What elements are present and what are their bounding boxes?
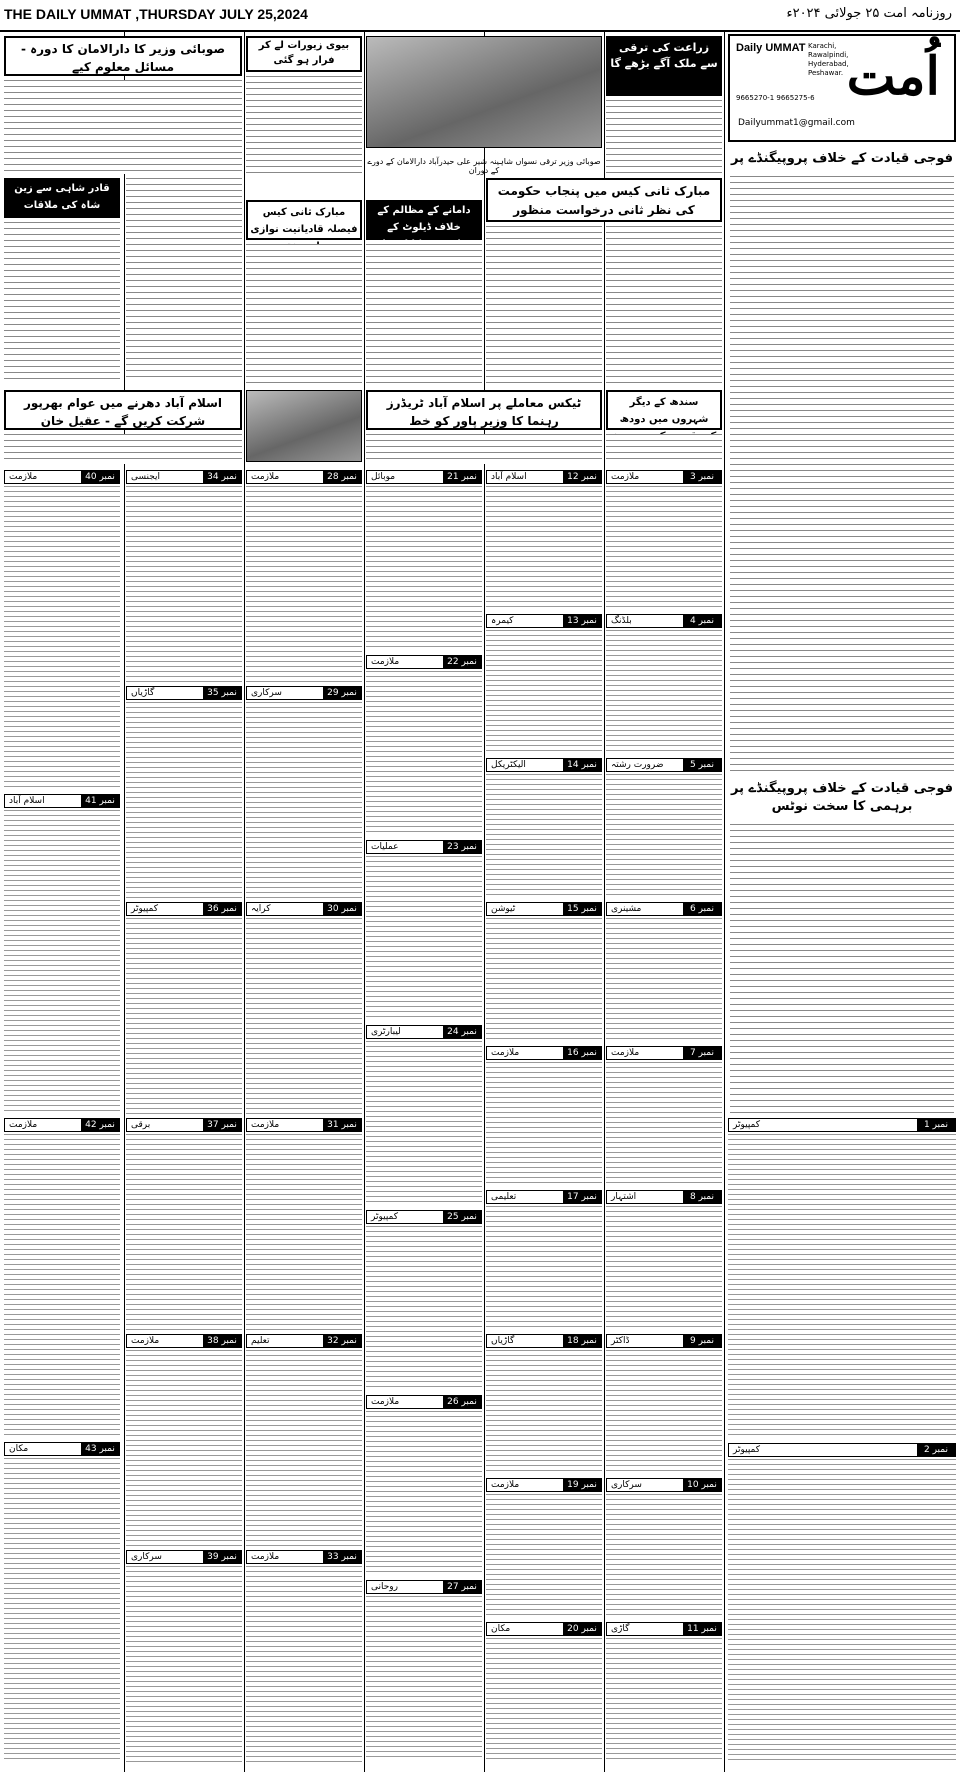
- ad-label-14: [486, 758, 602, 772]
- ad-category: الیکٹریکل: [491, 760, 526, 770]
- ad-number: نمبر 1: [917, 1119, 955, 1131]
- ad-number: نمبر 39: [203, 1551, 241, 1563]
- ad-label-29: [246, 686, 362, 700]
- ad-number: نمبر 17: [563, 1191, 601, 1203]
- ad-label-37: [126, 1118, 242, 1132]
- ad-category: ضرورت رشتہ: [611, 760, 664, 770]
- ad-text: [366, 486, 482, 651]
- ad-number: نمبر 18: [563, 1335, 601, 1347]
- ad-category: گاڑی: [611, 1624, 630, 1634]
- ad-text: [366, 1041, 482, 1206]
- ad-text: [4, 810, 120, 1114]
- ad-category: ملازمت: [371, 1397, 400, 1407]
- ad-text: [606, 774, 722, 898]
- ad-label-8: [606, 1190, 722, 1204]
- ad-text: [606, 1638, 722, 1762]
- article-text: [126, 178, 242, 382]
- ad-category: اسلام آباد: [491, 472, 527, 482]
- ad-category: گاڑیاں: [131, 688, 155, 698]
- headline-11: دامانے کے مظالم کے خلاف ڈیلوٹ کے: [366, 200, 482, 240]
- ad-label-32: [246, 1334, 362, 1348]
- ad-number: نمبر 40: [81, 471, 119, 483]
- ad-number: نمبر 6: [683, 903, 721, 915]
- ad-number: نمبر 15: [563, 903, 601, 915]
- ad-text: [606, 486, 722, 610]
- headline-9: فوجی قیادت کے خلاف پروپیگنڈے پر برہمی کا سخت نوٹس: [728, 780, 956, 820]
- ad-category: کمپیوٹر: [733, 1445, 761, 1455]
- ad-category: کمپیوٹر: [733, 1120, 761, 1130]
- ad-category: تعلیمی: [491, 1192, 517, 1202]
- ad-category: مکان: [9, 1444, 29, 1454]
- ad-number: نمبر 12: [563, 471, 601, 483]
- ad-text: [126, 1566, 242, 1762]
- ad-category: مشینری: [611, 904, 642, 914]
- ad-category: ملازمت: [611, 1048, 640, 1058]
- ad-category: تعلیم: [251, 1336, 270, 1346]
- ad-text: [126, 1350, 242, 1546]
- ad-label-19: [486, 1478, 602, 1492]
- ad-label-20: [486, 1622, 602, 1636]
- ad-category: ملازمت: [611, 472, 640, 482]
- ad-category: ٹیوشن: [491, 904, 516, 914]
- ad-label-38: [126, 1334, 242, 1348]
- ad-category: کمپیوٹر: [131, 904, 159, 914]
- ad-label-33: [246, 1550, 362, 1564]
- ad-number: نمبر 16: [563, 1047, 601, 1059]
- ad-text: [246, 1134, 362, 1330]
- ad-number: نمبر 21: [443, 471, 481, 483]
- ad-number: نمبر 2: [917, 1444, 955, 1456]
- ad-label-3: [606, 470, 722, 484]
- ummat-logo: اُمت: [846, 46, 940, 107]
- ad-text: [4, 1134, 120, 1438]
- english-dateline: THE DAILY UMMAT ,THURSDAY JULY 25,2024: [4, 6, 308, 22]
- ad-label-15: [486, 902, 602, 916]
- ad-label-7: [606, 1046, 722, 1060]
- ad-text: [246, 1350, 362, 1546]
- ad-category: سرکاری: [251, 688, 282, 698]
- ad-label-6: [606, 902, 722, 916]
- ad-text: [4, 1458, 120, 1762]
- ad-text: [486, 1206, 602, 1330]
- masthead: [728, 34, 956, 142]
- ad-label-13: [486, 614, 602, 628]
- ad-number: نمبر 20: [563, 1623, 601, 1635]
- ad-category: کیمرہ: [491, 616, 514, 626]
- ad-number: نمبر 32: [323, 1335, 361, 1347]
- ad-category: ملازمت: [491, 1048, 520, 1058]
- ad-number: نمبر 35: [203, 687, 241, 699]
- ad-category: اسلام آباد: [9, 796, 45, 806]
- headline-2: مبارک ثانی کیس میں پنجاب حکومت کی نظر ثانی درخواست منظور: [486, 178, 722, 222]
- ad-text: [366, 671, 482, 836]
- ad-text: [606, 630, 722, 754]
- headline-12: بیوی زیورات لے کر فرار ہو گئی: [246, 36, 362, 72]
- ad-text: [728, 1134, 956, 1439]
- ad-number: نمبر 37: [203, 1119, 241, 1131]
- ad-category: کمپیوٹر: [371, 1212, 399, 1222]
- ad-number: نمبر 4: [683, 615, 721, 627]
- ad-text: [126, 702, 242, 898]
- ad-label-18: [486, 1334, 602, 1348]
- ad-number: نمبر 14: [563, 759, 601, 771]
- news-photo: [366, 36, 602, 175]
- article-text: [730, 824, 954, 1114]
- ad-text: [486, 774, 602, 898]
- ad-category: موبائل: [371, 472, 396, 482]
- ad-text: [366, 1596, 482, 1761]
- ad-label-16: [486, 1046, 602, 1060]
- ad-text: [246, 486, 362, 682]
- ad-label-11: [606, 1622, 722, 1636]
- ad-number: نمبر 25: [443, 1211, 481, 1223]
- ad-number: نمبر 13: [563, 615, 601, 627]
- ad-number: نمبر 34: [203, 471, 241, 483]
- ad-category: ڈاکٹر: [611, 1336, 630, 1346]
- ad-text: [486, 630, 602, 754]
- ad-number: نمبر 5: [683, 759, 721, 771]
- ad-category: ایجنسی: [131, 472, 161, 482]
- ad-label-12: [486, 470, 602, 484]
- ad-text: [486, 1638, 602, 1762]
- ad-category: کرایہ: [251, 904, 271, 914]
- ad-number: نمبر 42: [81, 1119, 119, 1131]
- ad-category: سرکاری: [131, 1552, 162, 1562]
- ad-number: نمبر 26: [443, 1396, 481, 1408]
- ad-text: [126, 1134, 242, 1330]
- ad-category: ملازمت: [251, 1120, 280, 1130]
- ad-text: [606, 1062, 722, 1186]
- ad-label-2: [728, 1443, 956, 1457]
- headline-5: مبارک ثانی کیس فیصلہ قادیانیت نوازی: [246, 200, 362, 240]
- ad-label-10: [606, 1478, 722, 1492]
- ad-text: [486, 1062, 602, 1186]
- ad-number: نمبر 3: [683, 471, 721, 483]
- column-divider: [244, 32, 245, 1772]
- column-divider: [604, 32, 605, 1772]
- ad-text: [366, 856, 482, 1021]
- ad-label-35: [126, 686, 242, 700]
- ad-label-17: [486, 1190, 602, 1204]
- ad-label-9: [606, 1334, 722, 1348]
- headline-6: ٹیکس معاملے پر اسلام آباد ٹریڈرز رہنما کا وزیر پاور کو خط: [366, 390, 602, 430]
- ad-text: [126, 918, 242, 1114]
- ad-text: [606, 1206, 722, 1330]
- page-header: [0, 0, 960, 32]
- ad-label-5: [606, 758, 722, 772]
- ad-label-31: [246, 1118, 362, 1132]
- ad-label-34: [126, 470, 242, 484]
- ad-category: ملازمت: [131, 1336, 160, 1346]
- ad-label-27: [366, 1580, 482, 1594]
- ad-number: نمبر 31: [323, 1119, 361, 1131]
- brand-name: Daily UMMAT: [736, 42, 806, 54]
- headline-8: سندھ کے دیگر شہروں میں دودھ: [606, 390, 722, 430]
- ad-label-28: [246, 470, 362, 484]
- article-text: [486, 226, 602, 386]
- photo-caption: صوبائی وزیر ترقی نسواں شاہینہ شیر علی حیدرآباد دارالامان کے دورے کے دوران: [367, 157, 601, 175]
- ad-label-4: [606, 614, 722, 628]
- column-divider: [364, 32, 365, 1772]
- article-text: [4, 80, 242, 174]
- ad-category: ملازمت: [251, 472, 280, 482]
- article-text: [366, 244, 482, 384]
- ad-number: نمبر 9: [683, 1335, 721, 1347]
- article-text: [606, 100, 722, 174]
- ad-category: ملازمت: [491, 1480, 520, 1490]
- article-text: [366, 434, 602, 464]
- article-text: [4, 222, 120, 382]
- ad-label-25: [366, 1210, 482, 1224]
- urdu-dateline: روزنامہ امت ۲۵ جولائی ۲۰۲۴ء: [786, 6, 952, 21]
- article-text: [606, 434, 722, 464]
- ad-category: ملازمت: [9, 1120, 38, 1130]
- ad-label-22: [366, 655, 482, 669]
- edition-cities: Karachi, Rawalpindi, Hyderabad, Peshawar.: [808, 42, 849, 77]
- ad-category: اشتہار: [611, 1192, 637, 1202]
- ad-category: سرکاری: [611, 1480, 642, 1490]
- ad-label-1: [728, 1118, 956, 1132]
- ad-category: بلڈنگ: [611, 616, 632, 626]
- ad-number: نمبر 29: [323, 687, 361, 699]
- ad-text: [126, 486, 242, 682]
- ad-label-41: [4, 794, 120, 808]
- ad-category: ملازمت: [251, 1552, 280, 1562]
- ad-number: نمبر 8: [683, 1191, 721, 1203]
- ad-number: نمبر 27: [443, 1581, 481, 1593]
- ad-category: مکان: [491, 1624, 511, 1634]
- headline-3: صوبائی وزیر کا دارالامان کا دورہ - مسائل معلوم کیے: [4, 36, 242, 76]
- ad-label-30: [246, 902, 362, 916]
- article-text: [606, 226, 722, 386]
- ad-label-36: [126, 902, 242, 916]
- ad-label-40: [4, 470, 120, 484]
- ad-number: نمبر 10: [683, 1479, 721, 1491]
- ad-category: ملازمت: [9, 472, 38, 482]
- contact-email: Dailyummat1@gmail.com: [738, 118, 855, 128]
- ad-number: نمبر 7: [683, 1047, 721, 1059]
- ad-label-24: [366, 1025, 482, 1039]
- ad-number: نمبر 43: [81, 1443, 119, 1455]
- phone-numbers: 9665270-1 9665275-6: [736, 94, 815, 102]
- ad-text: [246, 918, 362, 1114]
- ad-text: [606, 1494, 722, 1618]
- ad-text: [246, 1566, 362, 1762]
- ad-number: نمبر 41: [81, 795, 119, 807]
- ad-text: [486, 1350, 602, 1474]
- ad-category: لیبارٹری: [371, 1027, 401, 1037]
- article-text: [4, 434, 242, 464]
- article-text: [246, 76, 362, 174]
- ad-number: نمبر 11: [683, 1623, 721, 1635]
- ad-category: گاڑیاں: [491, 1336, 515, 1346]
- article-text: [246, 244, 362, 384]
- ad-text: [486, 918, 602, 1042]
- ad-category: ملازمت: [371, 657, 400, 667]
- headline-1: فوجی قیادت کے خلاف پروپیگنڈے پر: [728, 146, 956, 172]
- headline-7: اسلام آباد دھرنے میں عوام بھرپور شرکت کریں گے - عقیل خان: [4, 390, 242, 430]
- column-divider: [124, 32, 125, 1772]
- ad-text: [4, 486, 120, 790]
- column-divider: [484, 32, 485, 1772]
- ad-number: نمبر 24: [443, 1026, 481, 1038]
- ad-text: [486, 1494, 602, 1618]
- ad-number: نمبر 22: [443, 656, 481, 668]
- ad-category: عملیات: [371, 842, 399, 852]
- ad-number: نمبر 36: [203, 903, 241, 915]
- ad-number: نمبر 33: [323, 1551, 361, 1563]
- ad-text: [366, 1226, 482, 1391]
- column-divider: [724, 32, 725, 1772]
- ad-number: نمبر 28: [323, 471, 361, 483]
- ad-text: [246, 702, 362, 898]
- ad-number: نمبر 38: [203, 1335, 241, 1347]
- ad-text: [366, 1411, 482, 1576]
- ad-text: [606, 918, 722, 1042]
- ad-label-26: [366, 1395, 482, 1409]
- ad-label-23: [366, 840, 482, 854]
- ad-category: برقی: [131, 1120, 151, 1130]
- ad-category: روحانی: [371, 1582, 399, 1592]
- ad-number: نمبر 30: [323, 903, 361, 915]
- headline-10: قادر شاہی سے زین شاہ کی ملاقات: [4, 178, 120, 218]
- ad-text: [606, 1350, 722, 1474]
- ad-number: نمبر 23: [443, 841, 481, 853]
- ad-number: نمبر 19: [563, 1479, 601, 1491]
- article-text: [730, 176, 954, 776]
- news-photo-2: [246, 390, 362, 462]
- ad-label-42: [4, 1118, 120, 1132]
- ad-label-21: [366, 470, 482, 484]
- headline-4: زراعت کی ترقی سے ملک آگے بڑھے گا: [606, 36, 722, 96]
- ad-label-39: [126, 1550, 242, 1564]
- ad-text: [728, 1459, 956, 1764]
- ad-text: [486, 486, 602, 610]
- ad-label-43: [4, 1442, 120, 1456]
